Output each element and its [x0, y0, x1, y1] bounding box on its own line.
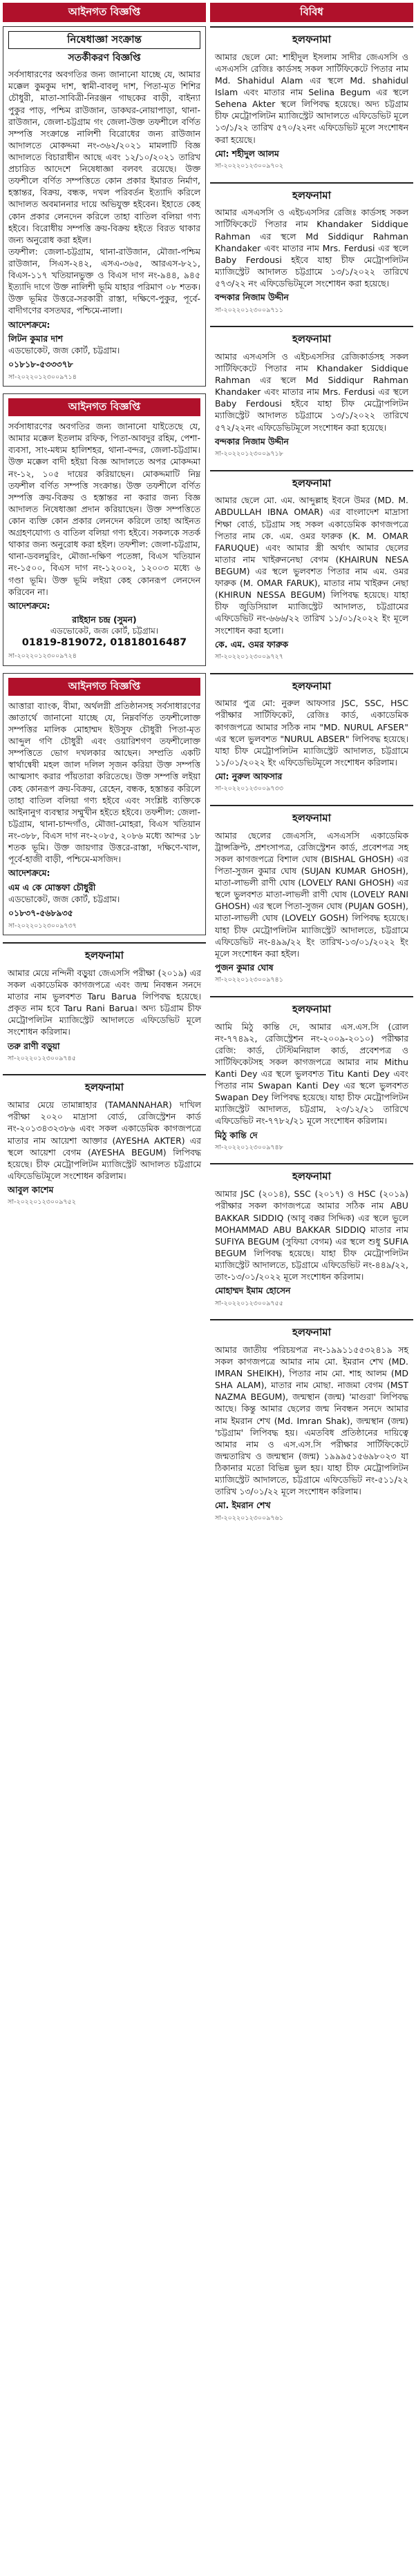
notice-title: হলফনামা	[292, 476, 331, 489]
miscellaneous-header: বিবিধ	[210, 3, 413, 22]
affidavit-notice	[210, 182, 413, 319]
signer-name: মিঠু কান্তি দে	[215, 1129, 258, 1140]
notice-body: আমার এসএসসি ও এইচএসসির রেজিকার্ডসহ সকল সার্টিফিকেটে পিতার নাম Khandaker Siddique Rahman এর স্থলে Md Siddiqur Rahman Khandaker এবং মাতার নাম Mrs. Ferdusi এর স্থলে Baby Ferdousi হইবে যাহা চীফ মেট্রোপলিটন ম্যাজিস্ট্রেট আদালত চট্টগ্রামে ১৩/১/২০২২ তারিখে ৫৭২/২২নং এফিডেভিটমূলে সংশোধন করা হয়েছে।	[215, 351, 408, 433]
notice-body: আমার ছেলে মো. এম. আব্দুল্লাহ ইবনে উমর (MD. M. ABDULLAH IBNA OMAR) এর বাংলাদেশ মাদ্রাসা শিক্ষা বোর্ড, চট্টগ্রাম সহ সকল একাডেমিক কাগজপত্রে পিতার নাম কে. এম. ওমর ফারুক (K. M. OMAR FARUQUE) এবং আমার স্ত্রী অর্থাৎ আমার ছেলের মাতার নাম খাইরুননেছা বেগম (KHAIRUN NESA BEGUM) এর স্থলে ভুলবশত পিতার নাম এম. ওমর ফারুক (M. OMAR FARUK), মাতার নাম খাইরুন নেছা (KHIRUN NESSA BEGUM) লিপিবদ্ধ হয়েছে। যাহা চীফ জুডিসিয়াল ম্যাজিস্ট্রেট আদালত, চট্টগ্রামের এফিডেভিট নং-৬৬৬/২২ তারিখ ১১/০১/২০২২ ইং মূলে সংশোধন করা হলো।	[215, 495, 408, 636]
affidavit-notice	[210, 1319, 413, 1527]
signer-name: বন্দকার নিজাম উদ্দীন	[215, 292, 289, 303]
legal-notices-header: আইনগত বিজ্ঞপ্তি	[3, 3, 206, 22]
notice-code: সা-২০২২০১২৩০০৯৭৬১	[215, 1514, 283, 1522]
notice-title: হলফনামা	[292, 1170, 331, 1183]
notice-body: আমার JSC (২০১৪), SSC (২০১৭) ও HSC (২০১৯) পরীক্ষার সকল কাগজপত্রে আমার সঠিক নাম ABU BAKKAR SIDDIQ (আবু বক্কর সিদ্দিক) এর স্থলে ভুলে MOHAMMAD ABU BAKKAR SIDDIQ মাতার নাম SUFIYA BEGUM (সুফিয়া বেগম) এর স্থলে শুধু SUFIA BEGUM লিপিবদ্ধ হয়েছে। যাহা চীফ মেট্রোপলিটন ম্যাজিস্ট্রেট আদালতে, চট্টগ্রামে এফিডেভিট নং-৪৪৯/২২, তাং-১৩/০১/২০২২ মূলে সংশোধন করিলাম।	[215, 1189, 408, 1282]
affidavit-notice	[210, 326, 413, 462]
signer-name: আবুল কাশেম	[8, 1184, 54, 1196]
affidavit-notice	[3, 942, 206, 1067]
signer-name: বন্দকার নিজাম উদ্দীন	[215, 436, 289, 447]
notice-code: সা-২০২২০১২৩০০৯৭৪৮	[215, 1143, 283, 1151]
notice-code: সা-২০২২০১২৩০০৯৭৫৫	[215, 1299, 283, 1307]
notice-code: সা-২০২২০১২৩০০৯৭১৮	[215, 449, 283, 458]
signer-block	[8, 614, 200, 650]
signer-name: এম এ কে মোস্তফা চৌধুরী	[8, 881, 96, 892]
legal-notice-2	[3, 393, 206, 666]
notice-body: আমি মিঠু কান্তি দে, আমার এস.এস.সি (রোল নং-৭৭৪৯২, রেজিস্ট্রেশন নং-২০০৯-২০১০) পরীক্ষার রেজি: কার্ড, টেস্টিমনিয়াল কার্ড, প্রবেশপত্র ও সার্টিফিকেটসহ সকল কাগজপত্রে আমার নাম Mithu Kanti Dey এর স্থলে ভুলবশত Titu Kanti Dey এবং পিতার নাম Swapan Kanti Dey এর স্থলে ভুলবশত Swapan Dey লিপিবদ্ধ হয়েছে। যাহা চীফ মেট্রোপলিটন ম্যাজিস্ট্রেট আদালত, চট্টগ্রাম, ২৩/১২/২১ তারিখে এফিডেভিট নং-৭৭৮২/২১ মূলে সংশোধন করিলাম।	[215, 1021, 408, 1126]
notice-body: আমার ছেলের জেএসসি, এসএসসি একাডেমিক ট্রান্সক্রিপ্ট, প্রশংসাপত্র, রেজিস্ট্রেশন কার্ড, প্রবেশপত্র সহ সকল কাগজপত্রে বিশাল ঘোষ (BISHAL GHOSH) এর পিতা-সুজন কুমার ঘোষ (SUJAN KUMAR GHOSH), মাতা-লাভলী রাণী ঘোষ (LOVELY RANI GHOSH) এর স্থলে ভুলবশত মাতা-লাভলী রাণী ঘোষ (LOVELY RANI GHOSH) এর স্থলে পিতা-সুজন ঘোষ (PUJAN GOSH), মাতা-লাভলী ঘোষ (LOVELY GOSH) লিপিবদ্ধ হয়েছে। যাহা চীফ মেট্রোপলিটন ম্যাজিস্ট্রেট আদালতে, চট্টগ্রামে এফিডেভিট নং-৪৯৯/২২ ইং তারিখ-১৩/০১/২০২২ ইং মূলে সংশোধন করা হইল।	[215, 830, 408, 959]
signer-phones: 01819-819072, 01818016487	[21, 637, 187, 649]
signer-role: এডভোকেট, জজ কোর্ট, চট্টগ্রাম।	[8, 345, 120, 356]
signer-name: মো: শহীদুল আলম	[215, 148, 279, 159]
signer-name: মো. ইমরান শেখ	[215, 1500, 271, 1511]
notice-body: আমার ছেলে মো: শাহীদুল ইসলাম সাদীর জেএসসি ও এসএসসি রেজিঃ কার্ডসহ সকল সার্টিফিকেটে পিতার নাম Md. Shahidul Alam এর স্থলে Md. shahidul Islam এবং মাতার নাম Selina Begum এর স্থলে Sehena Akter স্থলে লিপিবদ্ধ হয়েছে। অদ্য চট্টগ্রাম চীফ মেট্রোপলিটন ম্যাজিস্ট্রেট আদালতে এফিডেভিট মূলে ১৩/১/২২ তারিখ ৫৭০/২২নং এফিডেভিট মূলে সংশোধন করা হয়েছে।	[215, 51, 408, 145]
signer-name: রাইহান চন্দ্র (সুমন)	[72, 614, 137, 625]
notice-code: সা-২০২২০১২৩০০৯৭২৪	[8, 652, 77, 661]
by-order-label: আদেশক্রমে:	[8, 319, 50, 330]
notice-code: সা-২০২২০১২৩০০৯৭৫২	[8, 1198, 76, 1207]
notice-title: হলফনামা	[292, 811, 331, 824]
signer-name: পুজন কুমার ঘোষ	[215, 962, 274, 973]
notice-title: হলফনামা	[292, 1326, 331, 1339]
notice-body: সর্বসাধারণের অবগতির জন্য জানানো যাইতেছে যে, আমার মক্কেল ইতলাম রফিক, পিতা-আবদুর রহিম, পেশা-ব্যবসা, সাং-মধ্যম হালিশহর, থানা-বন্দর, জেলা-চট্টগ্রাম। উক্ত মক্কেল বাদী হইয়া বিজ্ঞ আদালতে অপর মোকদ্দমা নং-১২, ১০৫ দায়ের করিয়াছেন। মোকদ্দমাটি নিম্ন তফশীল বর্ণিত সম্পত্তি সংক্রান্ত। উক্ত তফশীলে বর্ণিত সম্পত্তি ক্রয়-বিক্রয় ও হস্তান্তর না করার জন্য বিজ্ঞ আদালত নিষেধাজ্ঞা প্রদান করিয়াছেন। উক্ত সম্পত্তিতে কোন ব্যক্তি কোন প্রকার লেনদেন করিলে তাহা আইনত অগ্রহণযোগ্য ও বাতিল বলিয়া গণ্য হইবে। সকলকে সতর্ক থাকার জন্য অনুরোধ করা হইল। তফশীল: জেলা-চট্টগ্রাম, থানা-ডবলমুরিং, মৌজা-দক্ষিণ পতেঙ্গা, বিএস খতিয়ান নং-১৫০০, বিএস দাগ নং-১২০০২, ১২০০৩ মধ্যে ৬ গণ্ডা ভূমি। উক্ত ভূমি লইয়া কেহ কোনরূপ লেনদেন করিবেন না।	[8, 421, 200, 597]
notice-body: আমার এসএসসি ও এইচএসসির রেজিঃ কার্ডসহ সকল সার্টিফিকেটে পিতার নাম Khandaker Siddique Rahman এর স্থলে Md Siddiqur Rahman Khandaker এবং মাতার নাম Mrs. Ferdusi এর স্থলে Baby Ferdousi হইবে যাহা চীফ মেট্রোপলিটন ম্যাজিস্ট্রেট আদালত চট্টগ্রামে ১৩/১/২০২২ তারিখে ৫৭৩/২২ নং এফিডেভিটমূলে সংশোধন করা হয়েছে।	[215, 207, 408, 289]
notice-body: আমার মেয়ে নন্দিনী বড়ুয়া জেএসসি পরীক্ষা (২০১৯) এর সকল একাডেমিক কাগজপত্রে এবং জন্ম নিবন্ধন সনদে মাতার নাম ভুলবশত Taru Barua লিপিবদ্ধ হয়েছে। প্রকৃত নাম হবে Taru Rani Barua। অদ্য চট্টগ্রাম চীফ মেট্রোপলিটন ম্যাজিস্ট্রেট আদালতে এফিডেভিট মূলে সংশোধন করিলাম।	[8, 967, 201, 1037]
notice-title: নিষেধাজ্ঞা সংক্রান্ত	[8, 31, 200, 49]
notice-schedule: তফশীল: জেলা-চট্টগ্রাম, থানা-রাউজান, মৌজা-পশ্চিম রাউজান, সিএস-২৪২, এসএ-৩৬৫, আরএস-৮২১, বিএস-১১৭ খতিয়ানভুক্ত ও বিএস দাগ নং-৯৪৪, ৯৪৫ ইত্যাদি দাগে উক্ত নালিশী ভূমি যাহার পরিমাণ ০৮ শতক। উক্ত ভূমির উত্তরে-সরকারী রাস্তা, দক্ষিণে-পুকুর, পূর্বে-বাদীগণের বসতঘর, পশ্চিমে-নালা।	[8, 246, 200, 316]
notice-title: হলফনামা	[292, 33, 331, 46]
notice-subtitle: সতর্কীকরণ বিজ্ঞপ্তি	[68, 52, 141, 64]
signer-role: এডভোকেট, জজ কোর্ট, চট্টগ্রাম।	[50, 625, 159, 636]
notice-code: সা-২০২২০১২৩০০৯৭১১	[215, 306, 283, 314]
notice-title: হলফনামা	[84, 949, 124, 962]
notice-code: সা-২০২২০১২৩০০৯৭১৪	[8, 373, 77, 381]
notice-code: সা-২০২২০১২৩০০৯৭৩৭	[8, 921, 77, 930]
notice-code: সা-২০২২০১২৩০০৯৭২৭	[215, 653, 283, 661]
notice-body: আমার মেয়ে তামান্নাহার (TAMANNAHAR) দাখিল পরীক্ষা ২০২০ মাদ্রাসা বোর্ড, রেজিস্ট্রেশন কার্ড নং-২০১৩৪৩২৩৮৬ এবং সকল একাডেমিক কাগজপত্রে মাতার নাম আয়েশা আক্তার (AYESHA AKTER) এর স্থলে আয়েশা বেগম (AYESHA BEGUM) লিপিবদ্ধ হয়েছে। চীফ মেট্রোপলিটন ম্যাজিস্ট্রেট আদালত চট্টগ্রামে এফিডেভিটমূলে সংশোধন করিলাম।	[8, 1100, 201, 1181]
notice-code: সা-২০২২০১২৩০০৯৭৩৩	[215, 785, 283, 793]
affidavit-notice	[3, 1074, 206, 1211]
signer-name: মোহাম্মদ ইমাম হোসেন	[215, 1285, 291, 1296]
injunction-notice	[3, 26, 206, 387]
notice-title: হলফনামা	[84, 1081, 124, 1094]
notice-code: সা-২০২২০১২৩০০৯৭৪১	[215, 976, 283, 984]
notice-body: সর্বসাধারণের অবগতির জন্য জানানো যাচ্ছে যে, আমার মক্কেল কুমকুম দাশ, স্বামী-বাবলু দাশ, পিতা-মৃত শিশির চৌধুরী, মাতা-সাবিত্রী-নিরঞ্জন গাছকের বাড়ী, বাইন্যা পুকুর পাড়, পশ্চিম রাউজান, ডাকঘর-নোয়াপাড়া, থানা-রাউজান, জেলা-চট্টগ্রাম গং জেলা-উক্ত তফশীলে বর্ণিত সম্পত্তি সংক্রান্তে নালিশী বিরোধের জন্য রাউজান আদালতে মোকদ্দমা নং-৩৬২/২০২১ মামলাটি বিজ্ঞ আদালতে বিচারাধীন আছে এবং ১২/১০/২০২১ তারিখ প্রচারিত আদেশে নিষেধাজ্ঞা বলবৎ রয়েছে। উক্ত তফশীলে বর্ণিত সম্পত্তিতে কোন প্রকার ইমারত নির্মাণ, হস্তান্তর, বিক্রয়, বন্ধক, দখল পরিবর্তন ইত্যাদি করিলে আদালত অবমাননার দায়ে অভিযুক্ত হইবেন। ইহাতে কেহ কোন প্রকার লেনদেন করিলে তাহা বাতিল বলিয়া গণ্য হইবে। বিরোধীয় সম্পত্তি ক্রয়-বিক্রয় হইতে বিরত থাকার জন্য অনুরোধ করা হইল।	[8, 69, 200, 245]
signer-name: তরু রাণী বড়ুয়া	[8, 1040, 60, 1051]
by-order-label: আদেশক্রমে:	[8, 868, 50, 879]
legal-notices-column	[3, 3, 206, 2576]
notice-title: আইনগত বিজ্ঞপ্তি	[8, 678, 200, 696]
notice-title: হলফনামা	[292, 679, 331, 692]
notice-body: আমার জাতীয় পরিচয়পত্র নং-১৯৯১১৫৫৩২৪১৯ সহ সকল কাগজপত্রে আমার নাম মো. ইমরান শেখ (MD. IMRAN SHEIKH), পিতার নাম মো. শাহ আলম (MD SHA ALAM), মাতার নাম মোছা. নাজমা বেগম (MST NAZMA BEGUM), জন্মস্থান (জন্ম) 'মাগুরা' লিপিবদ্ধ আছে। কিন্তু আমার ছেলের জন্ম নিবন্ধন সনদে আমার নাম ইমরান শেখ (Md. Imran Shak), জন্মস্থান (জন্ম) 'চট্টগ্রাম' লিপিবদ্ধ হয়। এমতবিধ প্রতিষ্ঠানের দায়িত্বে আমার নাম ও এস.এস.সি পরীক্ষার সার্টিফিকেটে জন্মতারিখ ও জন্মস্থান (জন্ম) ১৯৯৯৫১৫৬৯৮০২৩ যা ঠিকানার মতো বিভিন্ন ভুল হয়। যাহা চীফ মেট্রোপলিটন ম্যাজিস্ট্রেট আদালতে, চট্টগ্রামে এফিডেভিট নং-৫১১/২২ তারিখ ১৩/০১/২২ মূলে সংশোধন করিলাম।	[215, 1344, 408, 1497]
affidavit-notice	[210, 1163, 413, 1312]
notice-body: আত্তারা ব্যাংক, বীমা, অর্থলগ্নী প্রতিষ্ঠানসহ সর্বসাধারণের জ্ঞাতার্থে জানানো যাচ্ছে যে, নিম্নবর্ণিত তফশীলোক্ত সম্পত্তির মালিক মোহাম্মদ ইউসুফ চৌধুরী পিতা-মৃত আব্দুল গণি চৌধুরী এবং ওয়ারিশগণ তফশীলোক্ত সম্পত্তিতে ভোগ দখলকার আছেন। সম্প্রতি একটি স্বার্থান্বেষী মহল জাল দলিল সৃজন করিয়া উক্ত সম্পত্তি আত্মসাৎ করার পাঁয়তারা করিতেছে। উক্ত সম্পত্তি লইয়া কেহ কোনরূপ ক্রয়-বিক্রয়, রেহেন, বন্ধক, হস্তান্তর করিলে তাহা বাতিল বলিয়া গণ্য হইবে এবং সংশ্লিষ্ট ব্যক্তিকে আইনানুগ ব্যবস্থার সম্মুখীন হইতে হইবে। তফশীল: জেলা-চট্টগ্রাম, থানা-চান্দগাঁও, মৌজা-মোহরা, বিএস খতিয়ান নং-৩৮৮, বিএস দাগ নং-২০৮৫, ২০৮৬ মধ্যে আন্দর ১৮ শতক ভূমি। উক্ত জায়গার উত্তরে-রাস্তা, দক্ষিণে-খাল, পূর্বে-হাজী বাড়ী, পশ্চিমে-মসজিদ।	[8, 700, 200, 865]
by-order-label: আদেশক্রমে:	[8, 600, 50, 611]
signer-name: মো: নুরুল আফসার	[215, 770, 283, 781]
notice-title: আইনগত বিজ্ঞপ্তি	[8, 398, 200, 416]
affidavit-notice	[210, 26, 413, 175]
affidavit-notice	[210, 470, 413, 666]
affidavit-notice	[210, 805, 413, 989]
signer-name: লিটন কুমার দাশ	[8, 333, 63, 344]
notice-title: হলফনামা	[292, 1002, 331, 1015]
miscellaneous-column	[210, 3, 413, 2576]
affidavit-notice	[210, 673, 413, 798]
legal-notice-3	[3, 673, 206, 935]
signer-role: এডভোকেট, জজ কোর্ট, চট্টগ্রাম।	[8, 894, 120, 905]
signer-phone: ০১৮১৮-৫৩৩৩৭৮	[8, 359, 73, 370]
notice-title: হলফনামা	[292, 333, 331, 346]
affidavit-notice	[210, 996, 413, 1157]
notice-title: হলফনামা	[292, 188, 331, 202]
signer-phone: ০১৮৩৭-৫৬৮৯৩৫	[8, 908, 73, 919]
notice-code: সা-২০২২০১২৩০০৯৭০২	[215, 162, 283, 170]
signer-name: কে. এম. ওমর ফারুক	[215, 638, 288, 650]
notice-code: সা-২০২২০১২৩০০৯৭৪৫	[8, 1054, 76, 1062]
notice-body: আমার পুত্র মো: নুরুল আফসার JSC, SSC, HSC পরীক্ষার সার্টিফিকেট, রেজিঃ কার্ড, একাডেমিক কাগজপত্রে আমার সঠিক নাম "MD. NURUL AFSER" এর স্থলে ভুলবশত "NURUL ABSER" লিপিবদ্ধ হয়েছে। যাহা চীফ মেট্রোপলিটন ম্যাজিস্ট্রেট আদালত, চট্টগ্রামে ১১/০১/২০২২ ইং এফিডেভিটমূলে সংশোধন করিলাম।	[215, 698, 408, 768]
